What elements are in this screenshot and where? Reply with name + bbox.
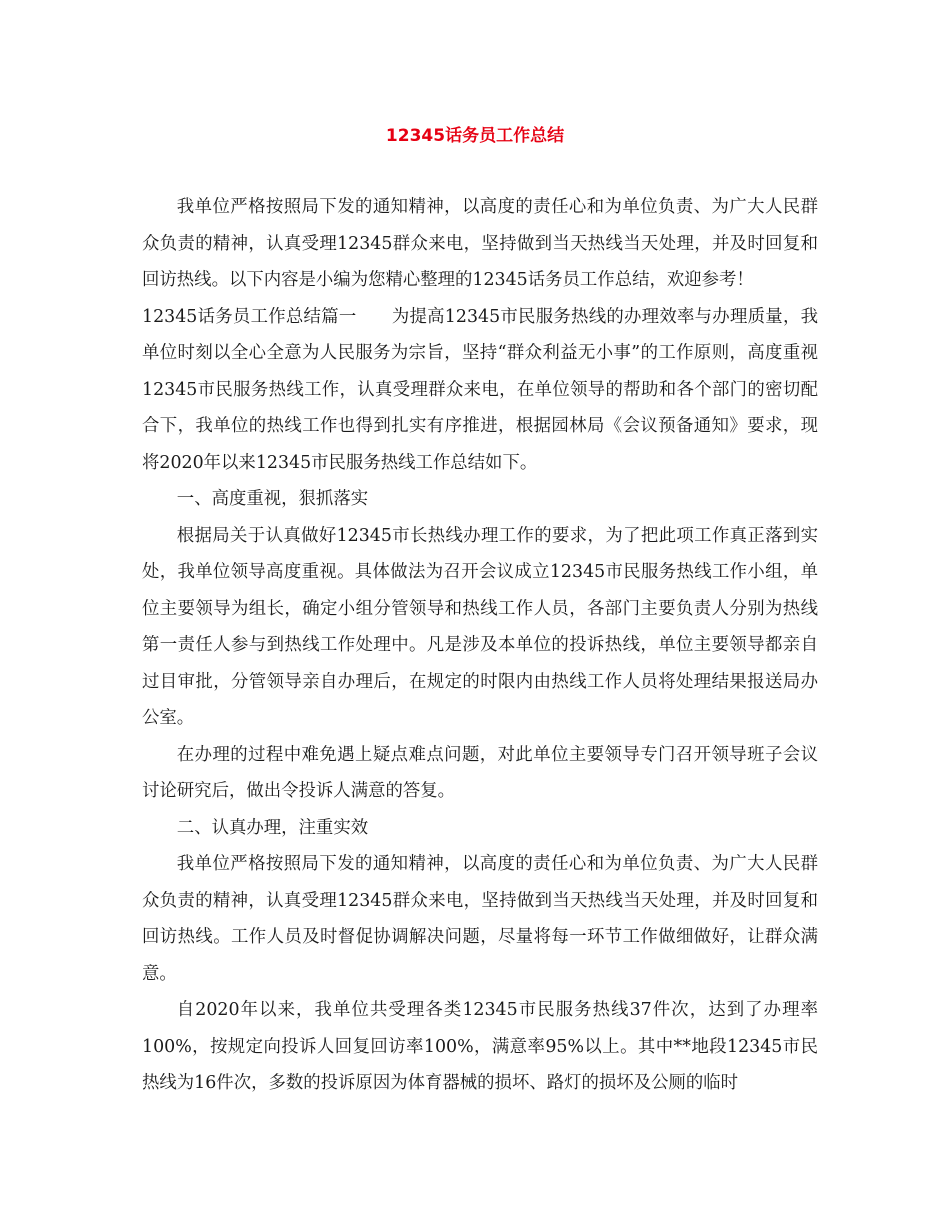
body-paragraph: 在办理的过程中难免遇上疑点难点问题，对此单位主要领导专门召开领导班子会议讨论研究后，做出令投诉人满意的答复。 [142, 744, 818, 801]
body-paragraph: 根据局关于认真做好12345市长热线办理工作的要求，为了把此项工作真正落到实处，我单位领导高度重视。具体做法为召开会议成立12345市民服务热线工作小组，单位主要领导为组长，确定小组分管领导和热线工作人员，各部门主要负责人分别为热线第一责任人参与到热线工作处理中。凡是涉及本单位的投诉热线，单位主要领导都亲自过目审批，分管领导亲自办理后，在规定的时限内由热线工作人员将处理结果报送局办公室。 [142, 525, 818, 728]
section-heading-2: 二、认真办理，注重实效 [176, 817, 369, 838]
body-paragraph: 自2020年以来，我单位共受理各类12345市民服务热线37件次，达到了办理率100%，按规定向投诉人回复回访率100%，满意率95%以上。其中**地段12345市民热线为16件次，多数的投诉原因为体育器械的损坏、路灯的损坏及公厕的临时 [142, 1000, 818, 1093]
intro-paragraph: 我单位严格按照局下发的通知精神，以高度的责任心和为单位负责、为广大人民群众负责的精神，认真受理12345群众来电，坚持做到当天热线当天处理，并及时回复和回访热线。以下内容是小编为您精心整理的12345话务员工作总结，欢迎参考！ [142, 197, 818, 290]
section-lead-paragraph: 12345话务员工作总结篇一 为提高12345市民服务热线的办理效率与办理质量，我单位时刻以全心全意为人民服务为宗旨，坚持“群众利益无小事”的工作原则，高度重视12345市民服务热线工作，认真受理群众来电，在单位领导的帮助和各个部门的密切配合下，我单位的热线工作也得到扎实有序推进，根据园林局《会议预备通知》要求，现将2020年以来12345市民服务热线工作总结如下。 [142, 306, 818, 473]
document-title: 12345话务员工作总结 [385, 126, 565, 146]
document-body [142, 189, 818, 1102]
section-heading-1: 一、高度重视，狠抓落实 [176, 489, 369, 509]
body-paragraph: 我单位严格按照局下发的通知精神，以高度的责任心和为单位负责、为广大人民群众负责的精神，认真受理12345群众来电，坚持做到当天热线当天处理，并及时回复和回访热线。工作人员及时督促协调解决问题，尽量将每一环节工作做细做好，让群众满意。 [142, 854, 818, 984]
